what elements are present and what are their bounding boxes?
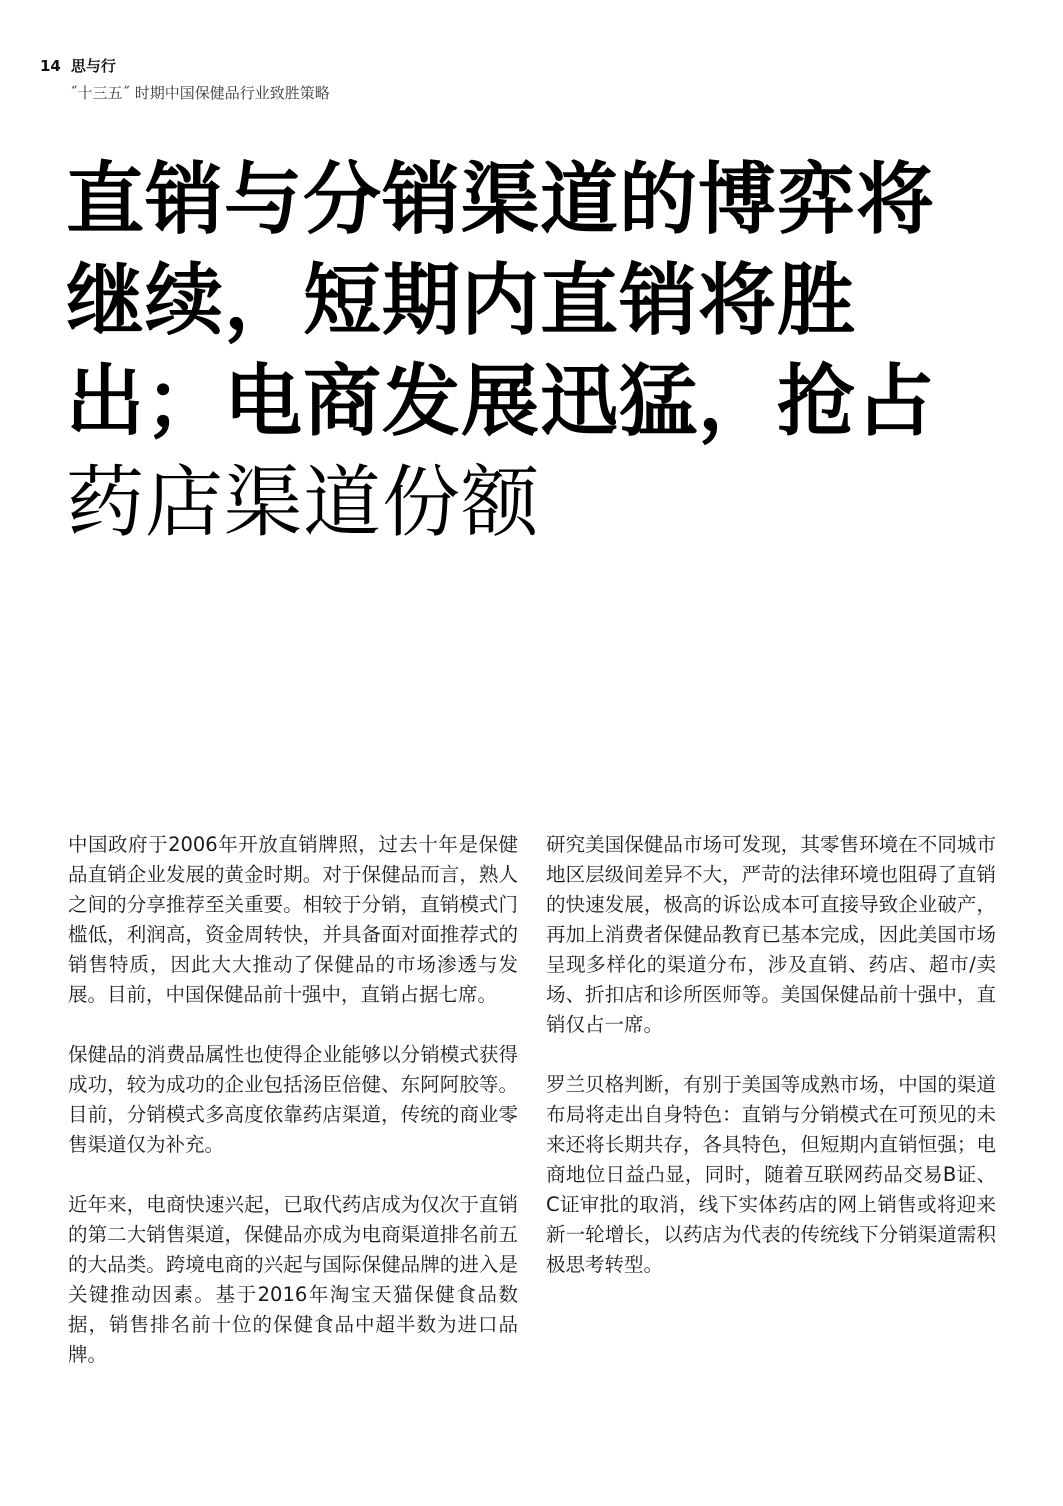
section-name: 思与行 — [70, 57, 116, 75]
headline-line-4: 药店渠道份额 — [66, 458, 541, 548]
body-paragraph: 研究美国保健品市场可发现，其零售环境在不同城市地区层级间差异不大，严苛的法律环境也阻碍了直销的快速发展，极高的诉讼成本可直接导致企业破产，再加上消费者保健品教育已基本完成，因此美国市场呈现多样化的渠道分布，涉及直销、药店、超市/卖场、折扣店和诊所医师等。美国保健品前十强中，直销仅占一席。 — [546, 833, 996, 1036]
body-paragraph: 保健品的消费品属性也使得企业能够以分销模式获得成功，较为成功的企业包括汤臣倍健、东阿阿胶等。目前，分销模式多高度依靠药店渠道，传统的商业零售渠道仅为补充。 — [68, 1043, 518, 1156]
body-paragraph: 罗兰贝格判断，有别于美国等成熟市场，中国的渠道布局将走出自身特色：直销与分销模式在可预见的未来还将长期共存，各具特色，但短期内直销恒强；电商地位日益凸显，同时，随着互联网药品交易B证、C证审批的取消，线下实体药店的网上销售或将迎来新一轮增长，以药店为代表的传统线下分销渠道需积极思考转型。 — [546, 1073, 996, 1276]
page-header — [40, 55, 330, 103]
article-headline — [66, 150, 1006, 554]
page-number: 14 — [40, 57, 61, 75]
publication-subtitle: ˝十三五˝ 时期中国保健品行业致胜策略 — [70, 84, 330, 102]
header-row — [40, 55, 330, 76]
body-column-left — [68, 830, 518, 1400]
headline-line-3: 出；电商发展迅猛，抢占 — [66, 357, 936, 447]
body-paragraph: 中国政府于2006年开放直销牌照，过去十年是保健品直销企业发展的黄金时期。对于保健品而言，熟人之间的分享推荐至关重要。相较于分销，直销模式门槛低，利润高，资金周转快，并具备面对面推荐式的销售特质，因此大大推动了保健品的市场渗透与发展。目前，中国保健品前十强中，直销占据七席。 — [68, 833, 518, 1006]
body-column-right — [546, 830, 996, 1310]
headline-line-1: 直销与分销渠道的博弈将 — [66, 155, 936, 245]
body-paragraph: 近年来，电商快速兴起，已取代药店成为仅次于直销的第二大销售渠道，保健品亦成为电商渠道排名前五的大品类。跨境电商的兴起与国际保健品牌的进入是关键推动因素。基于2016年淘宝天猫保健食品数据，销售排名前十位的保健食品中超半数为进口品牌。 — [68, 1193, 518, 1366]
headline-line-2: 继续，短期内直销将胜 — [66, 256, 857, 346]
